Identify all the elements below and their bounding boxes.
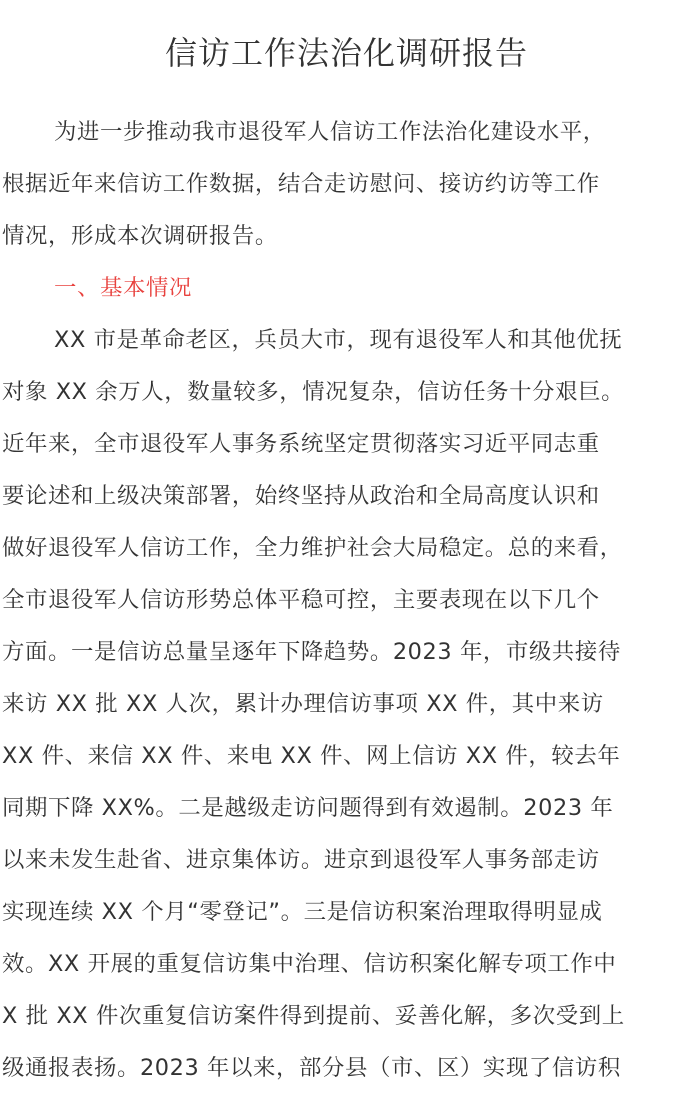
paragraph-line: 级通报表扬。2023 年以来，部分县（市、区）实现了信访积 bbox=[2, 1055, 621, 1081]
paragraph-line: 以来未发生赴省、进京集体访。进京到退役军人事务部走访 bbox=[2, 847, 600, 873]
paragraph-line: 实现连续 XX 个月“零登记”。三是信访积案治理取得明显成 bbox=[2, 899, 603, 925]
section-heading: 一、基本情况 bbox=[54, 275, 192, 301]
paragraph-line: XX 市是革命老区，兵员大市，现有退役军人和其他优抚 bbox=[54, 327, 623, 353]
paragraph-line: 效。XX 开展的重复信访集中治理、信访积案化解专项工作中 bbox=[2, 951, 617, 977]
paragraph-line: 方面。一是信访总量呈逐年下降趋势。2023 年，市级共接待 bbox=[2, 639, 621, 665]
document-title: 信访工作法治化调研报告 bbox=[164, 34, 528, 72]
paragraph-line: 要论述和上级决策部署，始终坚持从政治和全局高度认识和 bbox=[2, 483, 600, 509]
paragraph-line: 来访 XX 批 XX 人次，累计办理信访事项 XX 件，其中来访 bbox=[2, 691, 604, 717]
paragraph-line: 情况，形成本次调研报告。 bbox=[2, 223, 278, 249]
paragraph-line: 对象 XX 余万人，数量较多，情况复杂，信访任务十分艰巨。 bbox=[2, 379, 625, 405]
paragraph-line: 近年来，全市退役军人事务系统坚定贯彻落实习近平同志重 bbox=[2, 431, 600, 457]
paragraph-line: 根据近年来信访工作数据，结合走访慰问、接访约访等工作 bbox=[2, 171, 600, 197]
paragraph-line: 全市退役军人信访形势总体平稳可控，主要表现在以下几个 bbox=[2, 587, 600, 613]
paragraph-line: 同期下降 XX%。二是越级走访问题得到有效遏制。2023 年 bbox=[2, 795, 614, 821]
paragraph-line: X 批 XX 件次重复信访案件得到提前、妥善化解，多次受到上 bbox=[2, 1003, 625, 1029]
paragraph-line: 做好退役军人信访工作，全力维护社会大局稳定。总的来看， bbox=[2, 535, 623, 561]
paragraph-line: XX 件、来信 XX 件、来电 XX 件、网上信访 XX 件，较去年 bbox=[2, 743, 621, 769]
paragraph-line: 为进一步推动我市退役军人信访工作法治化建设水平， bbox=[54, 119, 606, 145]
